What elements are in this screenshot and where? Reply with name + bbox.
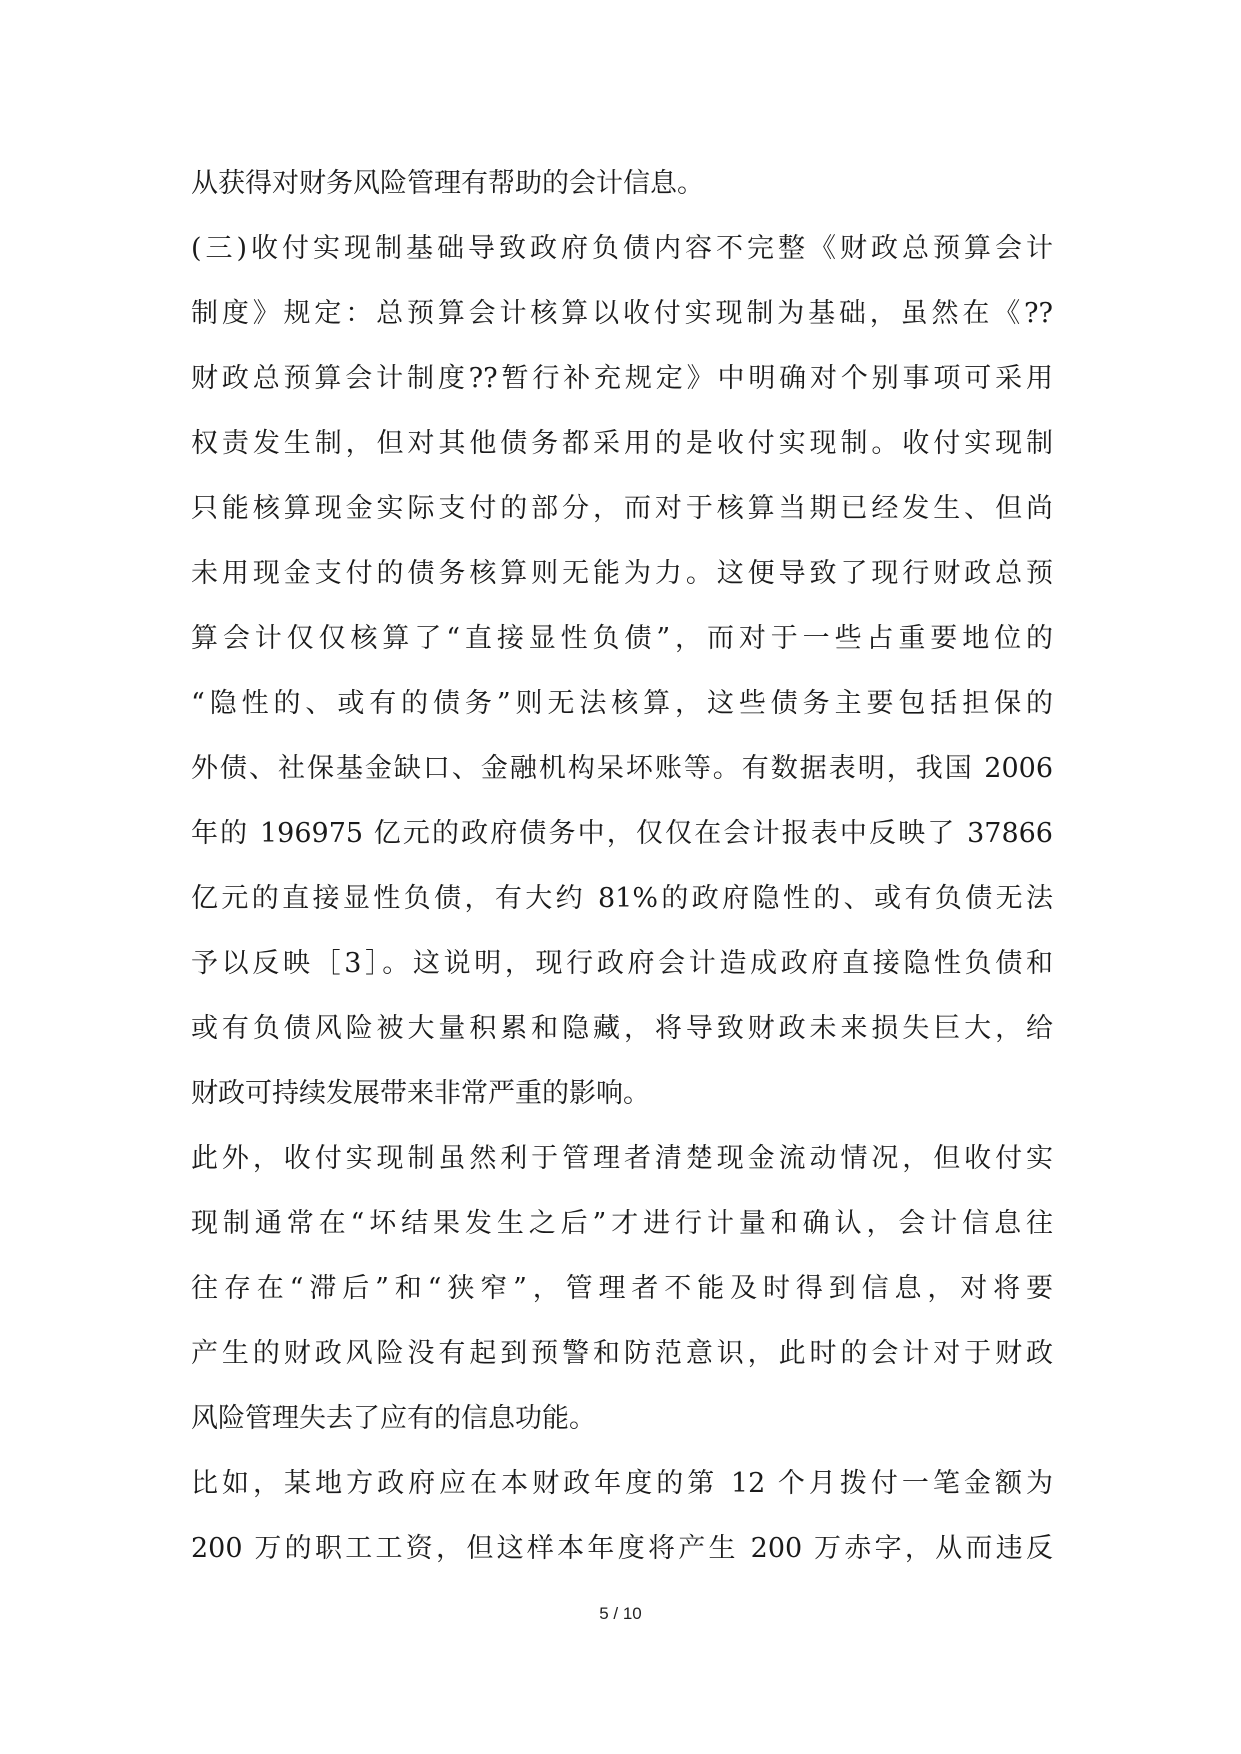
page-number: 5 / 10 <box>599 1604 642 1623</box>
paragraph-2-line-2: 制度》规定：总预算会计核算以收付实现制为基础，虽然在《?? <box>191 298 1053 329</box>
paragraph-2-line-1: (三)收付实现制基础导致政府负债内容不完整《财政总预算会计 <box>191 233 1053 264</box>
body-text <box>191 151 1053 1581</box>
paragraph-2-line-8: “隐性的、或有的债务”则无法核算，这些债务主要包括担保的 <box>191 688 1053 719</box>
paragraph-1-line-1: 从获得对财务风险管理有帮助的会计信息。 <box>191 168 704 199</box>
paragraph-2-line-12: 予以反映［3］。这说明，现行政府会计造成政府直接隐性负债和 <box>191 948 1053 979</box>
paragraph-2-line-11: 亿元的直接显性负债，有大约 81%的政府隐性的、或有负债无法 <box>191 883 1053 914</box>
paragraph-3-line-2: 现制通常在“坏结果发生之后”才进行计量和确认，会计信息往 <box>191 1208 1053 1239</box>
paragraph-2-line-9: 外债、社保基金缺口、金融机构呆坏账等。有数据表明，我国 2006 <box>191 753 1053 784</box>
paragraph-3-line-3: 往存在“滞后”和“狭窄”，管理者不能及时得到信息，对将要 <box>191 1273 1053 1304</box>
paragraph-2-line-6: 未用现金支付的债务核算则无能为力。这便导致了现行财政总预 <box>191 558 1053 589</box>
paragraph-2-line-5: 只能核算现金实际支付的部分，而对于核算当期已经发生、但尚 <box>191 493 1053 524</box>
paragraph-3-line-4: 产生的财政风险没有起到预警和防范意识，此时的会计对于财政 <box>191 1338 1053 1369</box>
paragraph-2-line-10: 年的 196975 亿元的政府债务中，仅仅在会计报表中反映了 37866 <box>191 818 1053 849</box>
paragraph-2-line-3: 财政总预算会计制度??暂行补充规定》中明确对个别事项可采用 <box>191 363 1053 394</box>
paragraph-2-line-7: 算会计仅仅核算了“直接显性负债”，而对于一些占重要地位的 <box>191 623 1053 654</box>
paragraph-4-line-1: 比如，某地方政府应在本财政年度的第 12 个月拨付一笔金额为 <box>191 1468 1053 1499</box>
paragraph-2-line-4: 权责发生制，但对其他债务都采用的是收付实现制。收付实现制 <box>191 428 1053 459</box>
paragraph-4-line-2: 200 万的职工工资，但这样本年度将产生 200 万赤字，从而违反 <box>191 1533 1053 1564</box>
paragraph-2-line-14: 财政可持续发展带来非常严重的影响。 <box>191 1078 650 1109</box>
paragraph-3-line-5: 风险管理失去了应有的信息功能。 <box>191 1403 596 1434</box>
paragraph-2-line-13: 或有负债风险被大量积累和隐藏，将导致财政未来损失巨大，给 <box>191 1013 1053 1044</box>
paragraph-3-line-1: 此外，收付实现制虽然利于管理者清楚现金流动情况，但收付实 <box>191 1143 1053 1174</box>
